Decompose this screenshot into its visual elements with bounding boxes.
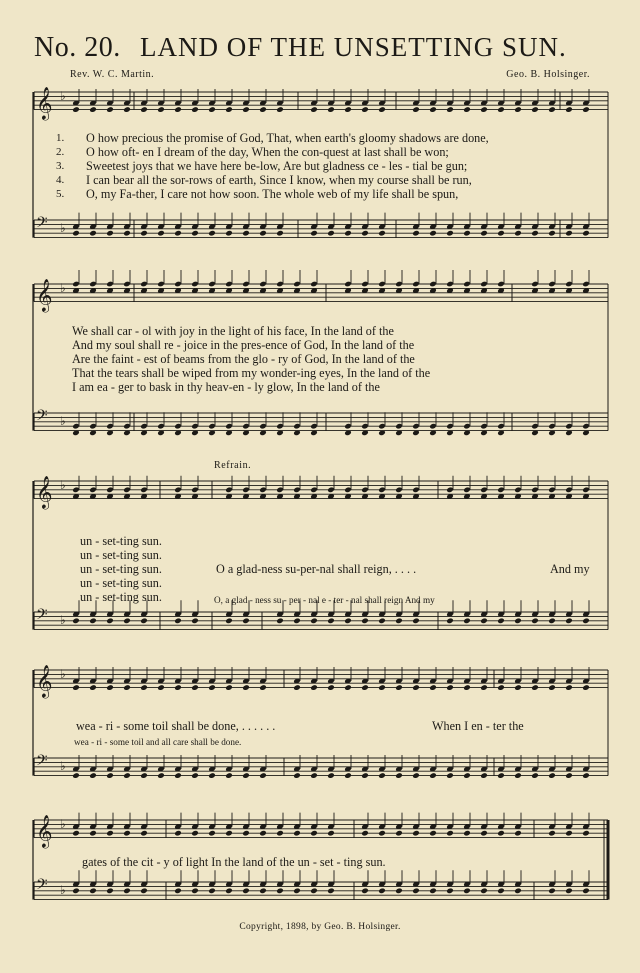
- note-head: [106, 684, 114, 691]
- note-head: [565, 106, 573, 113]
- note-head: [327, 830, 335, 837]
- hymn-title: LAND OF THE UNSETTING SUN.: [140, 32, 567, 62]
- note-head: [344, 106, 352, 113]
- lyric-line: That the tears shall be wiped from my wonder-ing eyes, In the land of the: [72, 366, 431, 380]
- note-head: [140, 684, 148, 691]
- hymn-number: No. 20.: [34, 32, 121, 63]
- key-signature-flat: ♭: [60, 613, 66, 627]
- note-head: [310, 618, 318, 625]
- note-head: [412, 684, 420, 691]
- refrain-melody-lyric: wea - ri - some toil shall be done, . . . . . .: [76, 719, 276, 733]
- note-head: [378, 772, 386, 779]
- key-signature-flat: ♭: [60, 883, 66, 897]
- note-head: [548, 888, 556, 895]
- note-head: [378, 888, 386, 895]
- note-head: [72, 230, 80, 237]
- note-head: [242, 830, 250, 837]
- lyric-line: And my soul shall re - joice in the pres-ence of God, In the land of the: [72, 338, 415, 352]
- note-head: [582, 684, 590, 691]
- key-signature-flat: ♭: [60, 89, 66, 103]
- lyric-line: I am ea - ger to bask in thy heav-en - ly glow, In the land of the: [72, 380, 380, 394]
- note-head: [361, 772, 369, 779]
- key-signature-flat: ♭: [60, 281, 66, 295]
- note-head: [361, 830, 369, 837]
- note-head: [463, 106, 471, 113]
- note-head: [157, 230, 165, 237]
- note-head: [582, 772, 590, 779]
- note-head: [582, 618, 590, 625]
- note-head: [72, 684, 80, 691]
- note-head: [293, 830, 301, 837]
- note-head: [412, 888, 420, 895]
- note-head: [429, 830, 437, 837]
- note-head: [514, 618, 522, 625]
- note-head: [548, 106, 556, 113]
- note-head: [191, 618, 199, 625]
- key-signature-flat: ♭: [60, 478, 66, 492]
- note-head: [208, 106, 216, 113]
- lyric-line: I can bear all the sor-rows of earth, Since I know, when my course shall be run,: [86, 173, 472, 187]
- note-head: [242, 772, 250, 779]
- note-head: [72, 888, 80, 895]
- note-head: [293, 684, 301, 691]
- note-head: [514, 888, 522, 895]
- note-head: [429, 230, 437, 237]
- note-head: [378, 618, 386, 625]
- lyric-line: Are the faint - est of beams from the glo - ry of God, In the land of the: [72, 352, 415, 366]
- note-head: [293, 772, 301, 779]
- verse-number: 2.: [56, 146, 65, 158]
- lyric-line: un - set-ting sun.: [80, 576, 162, 590]
- note-head: [463, 772, 471, 779]
- bass-clef: 𝄢: [36, 214, 48, 235]
- note-head: [463, 230, 471, 237]
- note-head: [497, 618, 505, 625]
- note-head: [548, 230, 556, 237]
- note-head: [446, 684, 454, 691]
- lyric-line: O how precious the promise of God, That, when earth's gloomy shadows are done,: [86, 131, 489, 145]
- note-head: [106, 772, 114, 779]
- note-head: [225, 106, 233, 113]
- note-head: [548, 618, 556, 625]
- note-head: [378, 106, 386, 113]
- note-head: [259, 888, 267, 895]
- note-head: [446, 230, 454, 237]
- note-head: [276, 106, 284, 113]
- note-head: [191, 830, 199, 837]
- note-head: [446, 618, 454, 625]
- bass-clef: 𝄢: [36, 407, 48, 428]
- composer-credit: Geo. B. Holsinger.: [506, 69, 590, 80]
- refrain-melody-lyric: gates of the cit - y of light In the land of the un - set - ting sun.: [82, 855, 386, 869]
- note-head: [276, 888, 284, 895]
- note-head: [531, 684, 539, 691]
- lyric-line: un - set-ting sun.: [80, 562, 162, 576]
- note-head: [361, 106, 369, 113]
- note-head: [565, 888, 573, 895]
- note-head: [582, 830, 590, 837]
- note-head: [106, 106, 114, 113]
- note-head: [582, 106, 590, 113]
- treble-clef: 𝄞: [36, 814, 53, 848]
- note-head: [531, 772, 539, 779]
- note-head: [531, 106, 539, 113]
- refrain-label: Refrain.: [214, 460, 252, 471]
- note-head: [242, 230, 250, 237]
- note-head: [429, 106, 437, 113]
- note-head: [344, 618, 352, 625]
- note-head: [140, 772, 148, 779]
- note-head: [174, 106, 182, 113]
- note-head: [327, 618, 335, 625]
- note-head: [225, 230, 233, 237]
- key-signature-flat: ♭: [60, 221, 66, 235]
- note-head: [497, 684, 505, 691]
- lyric-line: We shall car - ol with joy in the light of his face, In the land of the: [72, 324, 394, 338]
- note-head: [429, 772, 437, 779]
- note-head: [463, 830, 471, 837]
- note-head: [565, 618, 573, 625]
- note-head: [310, 888, 318, 895]
- note-head: [140, 830, 148, 837]
- note-head: [582, 888, 590, 895]
- note-head: [174, 230, 182, 237]
- note-head: [106, 888, 114, 895]
- note-head: [276, 230, 284, 237]
- author-credit: Rev. W. C. Martin.: [70, 69, 155, 80]
- note-head: [412, 772, 420, 779]
- note-head: [276, 830, 284, 837]
- note-head: [378, 684, 386, 691]
- note-head: [497, 888, 505, 895]
- note-head: [463, 888, 471, 895]
- note-head: [157, 772, 165, 779]
- note-head: [480, 830, 488, 837]
- note-head: [395, 888, 403, 895]
- note-head: [429, 888, 437, 895]
- note-head: [395, 618, 403, 625]
- note-head: [344, 772, 352, 779]
- note-head: [123, 618, 131, 625]
- note-head: [548, 772, 556, 779]
- note-head: [327, 684, 335, 691]
- note-head: [395, 772, 403, 779]
- note-head: [565, 230, 573, 237]
- note-head: [89, 106, 97, 113]
- note-head: [497, 772, 505, 779]
- note-head: [412, 618, 420, 625]
- note-head: [123, 888, 131, 895]
- note-head: [191, 684, 199, 691]
- note-head: [310, 684, 318, 691]
- bass-clef: 𝄢: [36, 752, 48, 773]
- note-head: [208, 684, 216, 691]
- note-head: [174, 888, 182, 895]
- note-head: [565, 684, 573, 691]
- note-head: [174, 830, 182, 837]
- note-head: [191, 230, 199, 237]
- note-head: [259, 230, 267, 237]
- refrain-melody-lyric-end: And my: [550, 562, 590, 576]
- note-head: [191, 772, 199, 779]
- note-head: [514, 106, 522, 113]
- note-head: [140, 106, 148, 113]
- note-head: [565, 830, 573, 837]
- treble-clef: 𝄞: [36, 278, 53, 312]
- note-head: [463, 684, 471, 691]
- note-head: [327, 230, 335, 237]
- note-head: [327, 888, 335, 895]
- note-head: [89, 230, 97, 237]
- note-head: [89, 830, 97, 837]
- note-head: [395, 830, 403, 837]
- note-head: [72, 830, 80, 837]
- note-head: [327, 772, 335, 779]
- lyric-line: un - set-ting sun.: [80, 590, 162, 604]
- note-head: [72, 618, 80, 625]
- note-head: [412, 230, 420, 237]
- verse-number: 3.: [56, 160, 65, 172]
- note-head: [123, 230, 131, 237]
- note-head: [208, 772, 216, 779]
- note-head: [225, 888, 233, 895]
- note-head: [225, 830, 233, 837]
- note-head: [140, 618, 148, 625]
- note-head: [565, 772, 573, 779]
- key-signature-flat: ♭: [60, 414, 66, 428]
- treble-clef: 𝄞: [36, 86, 53, 120]
- note-head: [208, 230, 216, 237]
- note-head: [446, 772, 454, 779]
- key-signature-flat: ♭: [60, 759, 66, 773]
- note-head: [429, 684, 437, 691]
- note-head: [310, 230, 318, 237]
- note-head: [259, 772, 267, 779]
- note-head: [497, 830, 505, 837]
- note-head: [242, 106, 250, 113]
- note-head: [361, 618, 369, 625]
- note-head: [293, 618, 301, 625]
- note-head: [123, 684, 131, 691]
- verse-number: 5.: [56, 188, 65, 200]
- note-head: [174, 684, 182, 691]
- note-head: [242, 618, 250, 625]
- note-head: [582, 230, 590, 237]
- note-head: [310, 830, 318, 837]
- note-head: [480, 106, 488, 113]
- note-head: [395, 684, 403, 691]
- note-head: [497, 106, 505, 113]
- lyric-line: O, my Fa-ther, I care not how soon. The whole web of my life shall be spun,: [86, 187, 459, 201]
- note-head: [361, 230, 369, 237]
- note-head: [174, 772, 182, 779]
- note-head: [531, 230, 539, 237]
- note-head: [259, 830, 267, 837]
- note-head: [344, 230, 352, 237]
- treble-clef: 𝄞: [36, 475, 53, 509]
- note-head: [106, 830, 114, 837]
- note-head: [140, 888, 148, 895]
- note-head: [140, 230, 148, 237]
- note-head: [208, 830, 216, 837]
- note-head: [157, 684, 165, 691]
- key-signature-flat: ♭: [60, 667, 66, 681]
- note-head: [242, 684, 250, 691]
- note-head: [89, 618, 97, 625]
- note-head: [480, 684, 488, 691]
- refrain-bass-lyric: wea - ri - some toil and all care shall be done.: [74, 737, 242, 747]
- lyric-line: un - set-ting sun.: [80, 534, 162, 548]
- note-head: [480, 618, 488, 625]
- note-head: [191, 888, 199, 895]
- verse-number: 4.: [56, 174, 65, 186]
- treble-clef: 𝄞: [36, 664, 53, 698]
- note-head: [106, 618, 114, 625]
- note-head: [242, 888, 250, 895]
- refrain-bass-lyric: O, a glad - ness su - per - nal e - ter - nal shall reign And my: [214, 595, 435, 605]
- note-head: [310, 106, 318, 113]
- refrain-melody-lyric: O a glad-ness su-per-nal shall reign, . . . .: [216, 562, 417, 576]
- note-head: [480, 888, 488, 895]
- note-head: [123, 106, 131, 113]
- note-head: [548, 684, 556, 691]
- note-head: [514, 830, 522, 837]
- note-head: [72, 106, 80, 113]
- verse-number: 1.: [56, 132, 65, 144]
- note-head: [174, 618, 182, 625]
- note-head: [225, 772, 233, 779]
- note-head: [208, 888, 216, 895]
- note-head: [446, 888, 454, 895]
- note-head: [361, 684, 369, 691]
- note-head: [123, 772, 131, 779]
- note-head: [72, 772, 80, 779]
- bass-clef: 𝄢: [36, 876, 48, 897]
- note-head: [412, 830, 420, 837]
- note-head: [531, 618, 539, 625]
- note-head: [157, 106, 165, 113]
- note-head: [514, 772, 522, 779]
- lyric-line: un - set-ting sun.: [80, 548, 162, 562]
- refrain-melody-lyric-end: When I en - ter the: [432, 719, 524, 733]
- note-head: [276, 618, 284, 625]
- note-head: [123, 830, 131, 837]
- note-head: [361, 888, 369, 895]
- note-head: [259, 106, 267, 113]
- key-signature-flat: ♭: [60, 817, 66, 831]
- note-head: [89, 888, 97, 895]
- note-head: [514, 230, 522, 237]
- note-head: [514, 684, 522, 691]
- note-head: [89, 684, 97, 691]
- note-head: [225, 618, 233, 625]
- note-head: [446, 830, 454, 837]
- note-head: [463, 618, 471, 625]
- note-head: [89, 772, 97, 779]
- copyright-notice: Copyright, 1898, by Geo. B. Holsinger.: [239, 922, 401, 932]
- lyric-line: O how oft- en I dream of the day, When the con-quest at last shall be won;: [86, 145, 449, 159]
- note-head: [225, 684, 233, 691]
- note-head: [548, 830, 556, 837]
- bass-clef: 𝄢: [36, 606, 48, 627]
- lyric-line: Sweetest joys that we have here be-low, Are but gladness ce - les - tial be gun;: [86, 159, 468, 173]
- note-head: [106, 230, 114, 237]
- note-head: [293, 888, 301, 895]
- note-head: [446, 106, 454, 113]
- note-head: [344, 684, 352, 691]
- note-head: [412, 106, 420, 113]
- note-head: [378, 230, 386, 237]
- note-head: [480, 772, 488, 779]
- note-head: [310, 772, 318, 779]
- note-head: [191, 106, 199, 113]
- note-head: [497, 230, 505, 237]
- note-head: [480, 230, 488, 237]
- note-head: [259, 684, 267, 691]
- note-head: [378, 830, 386, 837]
- note-head: [327, 106, 335, 113]
